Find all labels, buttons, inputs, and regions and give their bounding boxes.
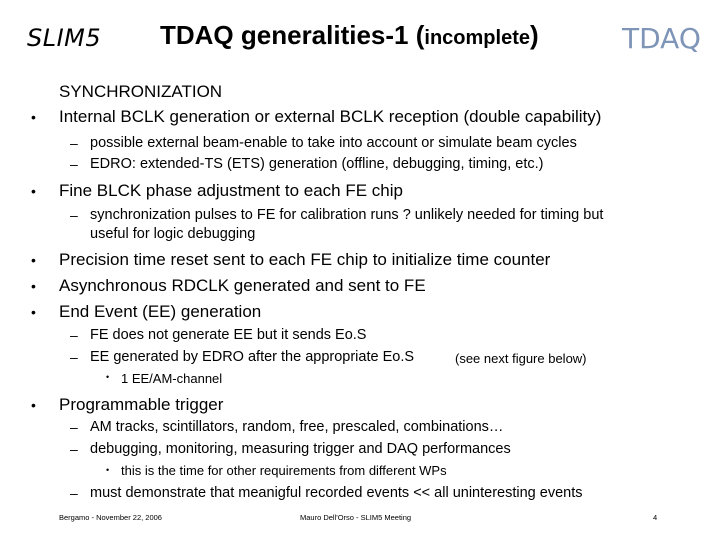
- bullet-1-sub-1: possible external beam-enable to take into account or simulate beam cycles: [90, 135, 577, 151]
- footer-author: Mauro Dell'Orso - SLIM5 Meeting: [300, 513, 412, 522]
- bullet-6-text: Programmable trigger: [59, 395, 224, 414]
- bullet-6-sub-3: must demonstrate that meanigful recorded events << all uninteresting events: [90, 485, 583, 501]
- bullet-5-marker: •: [31, 304, 36, 320]
- bullet-5-sub-1: FE does not generate EE but it sends Eo.S: [90, 327, 367, 343]
- bullet-1-marker: •: [31, 109, 36, 125]
- bullet-2-text: Fine BLCK phase adjustment to each FE chip: [59, 181, 403, 200]
- small-bullet-marker: •: [106, 372, 110, 382]
- bullet-4-marker: •: [31, 278, 36, 294]
- slide-title: [160, 20, 539, 51]
- bullet-4-text: Asynchronous RDCLK generated and sent to FE: [59, 276, 426, 295]
- bullet-5-sub-2-detail: 1 EE/AM-channel: [121, 371, 223, 386]
- bullet-6-sub-1: AM tracks, scintillators, random, free, prescaled, combinations…: [90, 419, 504, 435]
- title-subtitle: incomplete: [424, 27, 530, 49]
- page-number: 4: [653, 513, 658, 522]
- dash-marker: –: [70, 419, 78, 435]
- bullet-2-sub-1-line-1: synchronization pulses to FE for calibration runs ? unlikely needed for timing but: [90, 207, 604, 223]
- dash-marker: –: [70, 485, 78, 501]
- bullet-5-sub-2: EE generated by EDRO after the appropriate Eo.S: [90, 349, 415, 365]
- dash-marker: –: [70, 135, 78, 151]
- dash-marker: –: [70, 207, 78, 223]
- bullet-2-marker: •: [31, 183, 36, 199]
- bullet-1-text: Internal BCLK generation or external BCLK reception (double capability): [59, 107, 602, 126]
- dash-marker: –: [70, 327, 78, 343]
- footer-date: Bergamo - November 22, 2006: [59, 513, 162, 522]
- small-bullet-marker: •: [106, 465, 110, 475]
- tdaq-logo: TDAQ: [622, 22, 701, 55]
- sync-heading: SYNCHRONIZATION: [59, 82, 223, 101]
- bullet-3-marker: •: [31, 252, 36, 268]
- bullet-6-marker: •: [31, 397, 36, 413]
- bullet-1-sub-2: EDRO: extended-TS (ETS) generation (offline, debugging, timing, etc.): [90, 156, 544, 172]
- bullet-5-sub-2-note: (see next figure below): [455, 351, 587, 366]
- bullet-6-sub-2: debugging, monitoring, measuring trigger and DAQ performances: [90, 441, 511, 457]
- title-close: ): [529, 20, 539, 50]
- bullet-3-text: Precision time reset sent to each FE chip to initialize time counter: [59, 250, 551, 269]
- bullet-2-sub-1-line-2: useful for logic debugging: [90, 226, 256, 242]
- project-label: SLIM5: [27, 24, 102, 52]
- bullet-5-text: End Event (EE) generation: [59, 302, 262, 321]
- dash-marker: –: [70, 441, 78, 457]
- dash-marker: –: [70, 349, 78, 365]
- title-main: TDAQ generalities-1 (: [160, 20, 425, 50]
- dash-marker: –: [70, 156, 78, 172]
- bullet-6-sub-2-detail: this is the time for other requirements from different WPs: [121, 463, 447, 478]
